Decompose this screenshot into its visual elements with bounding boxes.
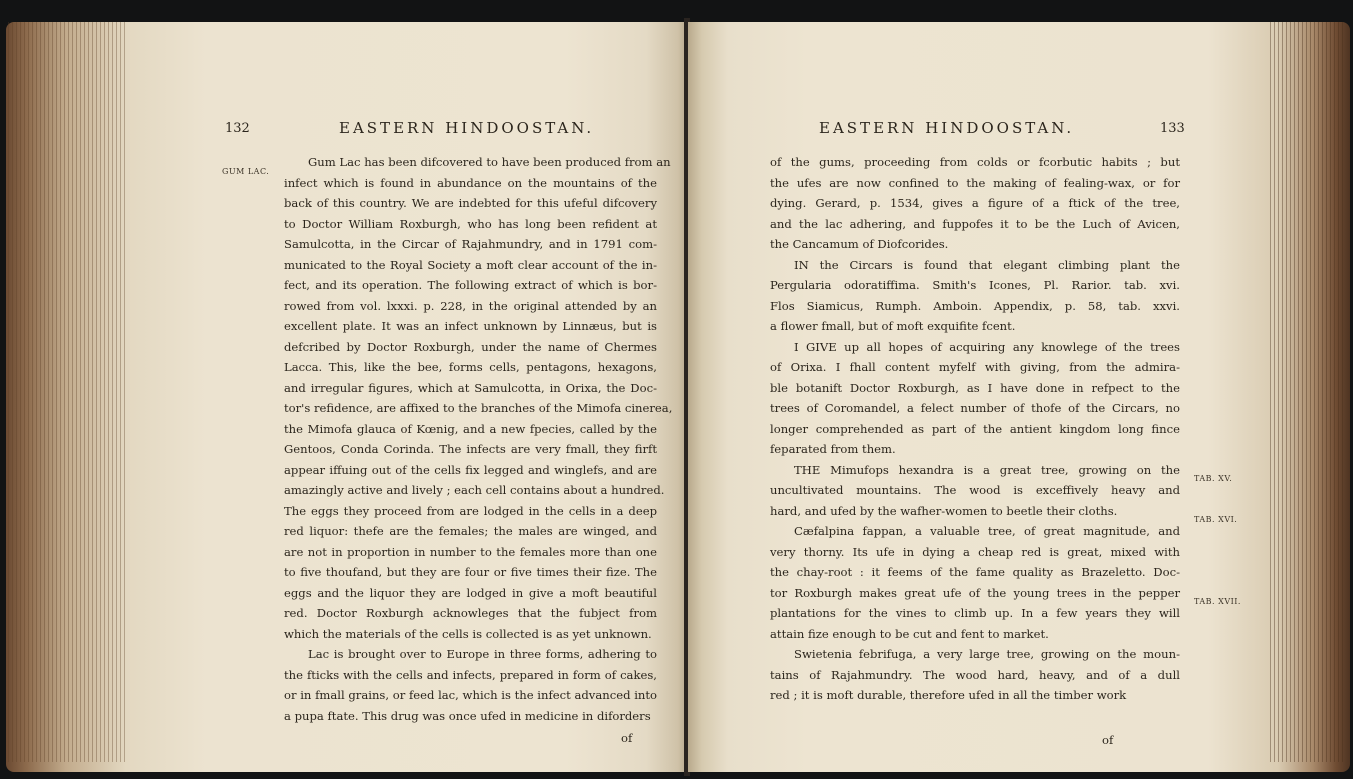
right-text-line: the chay-root : it feems of the fame quality as Brazeletto. Doc- bbox=[770, 565, 1180, 579]
left-page bbox=[6, 22, 686, 772]
left-text-line: red liquor: thefe are the females; the males are winged, and bbox=[284, 524, 657, 538]
margin-note-gum-lac: GUM LAC. bbox=[222, 167, 270, 176]
right-text-line: ble botanift Doctor Roxburgh, as I have done in refpect to the bbox=[770, 380, 1180, 395]
left-text-line: to five thoufand, but they are four or five times their fize. The bbox=[284, 565, 657, 579]
left-text-line: The eggs they proceed from are lodged in the cells in a deep bbox=[284, 503, 657, 518]
right-text-line: THE Mimufops hexandra is a great tree, growing on the bbox=[794, 462, 1180, 477]
right-text-line: a flower fmall, but of moft exquifite fcent. bbox=[770, 319, 1016, 333]
right-text-line: plantations for the vines to climb up. In a few years they will bbox=[770, 606, 1180, 620]
right-text-line: longer comprehended as part of the antient kingdom long fince bbox=[770, 421, 1180, 436]
margin-note-tab-xvii: TAB. XVII. bbox=[1194, 597, 1241, 606]
left-text-line: municated to the Royal Society a moft clear account of the in- bbox=[284, 257, 657, 272]
left-text-line: Samulcotta, in the Circar of Rajahmundry, and in 1791 com- bbox=[284, 237, 657, 251]
left-text-line: fect, and its operation. The following extract of which is bor- bbox=[284, 278, 657, 292]
left-text-line: are not in proportion in number to the females more than one bbox=[284, 544, 657, 559]
left-text-line: tor's refidence, are affixed to the branches of the Mimofa cinerea, bbox=[284, 401, 673, 415]
left-text-line: the Mimofa glauca of Kœnig, and a new fpecies, called by the bbox=[284, 421, 657, 436]
right-page bbox=[688, 22, 1350, 772]
left-text-line: eggs and the liquor they are lodged in give a moft beautiful bbox=[284, 585, 657, 600]
left-text-line: Lacca. This, like the bee, forms cells, pentagons, hexagons, bbox=[284, 360, 657, 374]
left-text-line: amazingly active and lively ; each cell contains about a hundred. bbox=[284, 483, 665, 497]
left-text-line: to Doctor William Roxburgh, who has long been refident at bbox=[284, 216, 657, 231]
right-text-line: of Orixa. I fhall content myfelf with giving, from the admira- bbox=[770, 360, 1180, 374]
left-text-line: rowed from vol. lxxxi. p. 228, in the original attended by an bbox=[284, 298, 657, 313]
left-text-line: appear iffuing out of the cells fix legged and winglefs, and are bbox=[284, 462, 657, 477]
margin-note-tab-xv: TAB. XV. bbox=[1194, 474, 1233, 483]
right-text-line: red ; it is moft durable, therefore ufed in all the timber work bbox=[770, 688, 1127, 702]
left-text-line: Gentoos, Conda Corinda. The infects are very fmall, they firft bbox=[284, 442, 657, 456]
right-text-line: trees of Coromandel, a felect number of thofe of the Circars, no bbox=[770, 401, 1180, 415]
left-text-line: and irregular figures, which at Samulcotta, in Orixa, the Doc- bbox=[284, 380, 657, 395]
left-text-line: red. Doctor Roxburgh acknowleges that the fubject from bbox=[284, 606, 657, 620]
right-text-block bbox=[770, 152, 1180, 706]
left-text-line: which the materials of the cells is collected is as yet unknown. bbox=[284, 626, 652, 641]
margin-note-tab-xvi: TAB. XVI. bbox=[1194, 515, 1238, 524]
right-text-line: very thorny. Its ufe in dying a cheap red is great, mixed with bbox=[770, 544, 1180, 559]
left-text-line: Gum Lac has been difcovered to have been produced from an bbox=[308, 155, 671, 169]
running-head-left: EASTERN HINDOOSTAN. bbox=[339, 119, 595, 137]
left-text-line: or in fmall grains, or feed lac, which is the infect advanced into bbox=[284, 688, 658, 702]
right-text-line: uncultivated mountains. The wood is exceffively heavy and bbox=[770, 483, 1180, 497]
left-text-line: a pupa ftate. This drug was once ufed in medicine in diforders bbox=[284, 708, 651, 723]
left-text-line: defcribed by Doctor Roxburgh, under the name of Chermes bbox=[284, 339, 657, 354]
catchword-right: of bbox=[1102, 733, 1114, 747]
left-text-line: Lac is brought over to Europe in three forms, adhering to bbox=[308, 647, 657, 661]
right-text-line: feparated from them. bbox=[770, 442, 896, 456]
left-text-block bbox=[284, 152, 673, 726]
left-text-line: the fticks with the cells and infects, prepared in form of cakes, bbox=[284, 667, 657, 682]
left-text-line: infect which is found in abundance on the mountains of the bbox=[284, 175, 657, 190]
right-text-line: I GIVE up all hopes of acquiring any knowlege of the trees bbox=[794, 339, 1180, 354]
catchword-left: of bbox=[621, 731, 633, 745]
right-text-line: Flos Siamicus, Rumph. Amboin. Appendix, p. 58, tab. xxvi. bbox=[770, 298, 1180, 313]
right-text-line: the Cancamum of Diofcorides. bbox=[770, 237, 949, 251]
right-text-line: Swietenia febrifuga, a very large tree, growing on the moun- bbox=[794, 647, 1180, 661]
right-text-line: tor Roxburgh makes great ufe of the young trees in the pepper bbox=[770, 585, 1180, 600]
right-text-line: tains of Rajahmundry. The wood hard, heavy, and of a dull bbox=[770, 667, 1180, 682]
right-text-line: IN the Circars is found that elegant climbing plant the bbox=[794, 257, 1180, 272]
right-text-line: Pergularia odoratiffima. Smith's Icones, Pl. Rarior. tab. xvi. bbox=[770, 278, 1180, 292]
right-text-line: attain fize enough to be cut and fent to market. bbox=[770, 626, 1049, 641]
right-text-line: Cæfalpina fappan, a valuable tree, of great magnitude, and bbox=[794, 524, 1180, 538]
running-head-right: EASTERN HINDOOSTAN. bbox=[819, 119, 1075, 137]
right-text-line: of the gums, proceeding from colds or fcorbutic habits ; but bbox=[770, 155, 1180, 169]
left-text-line: back of this country. We are indebted for this ufeful difcovery bbox=[284, 196, 657, 210]
page-number-left: 132 bbox=[225, 121, 250, 136]
right-text-line: the ufes are now confined to the making of fealing-wax, or for bbox=[770, 175, 1180, 190]
left-text-line: excellent plate. It was an infect unknown by Linnæus, but is bbox=[284, 319, 657, 333]
right-text-line: hard, and ufed by the wafher-women to beetle their cloths. bbox=[770, 503, 1118, 518]
right-text-line: and the lac adhering, and fuppofes it to be the Luch of Avicen, bbox=[770, 216, 1180, 231]
right-text-line: dying. Gerard, p. 1534, gives a figure of a ftick of the tree, bbox=[770, 196, 1180, 210]
page-number-right: 133 bbox=[1160, 121, 1185, 136]
